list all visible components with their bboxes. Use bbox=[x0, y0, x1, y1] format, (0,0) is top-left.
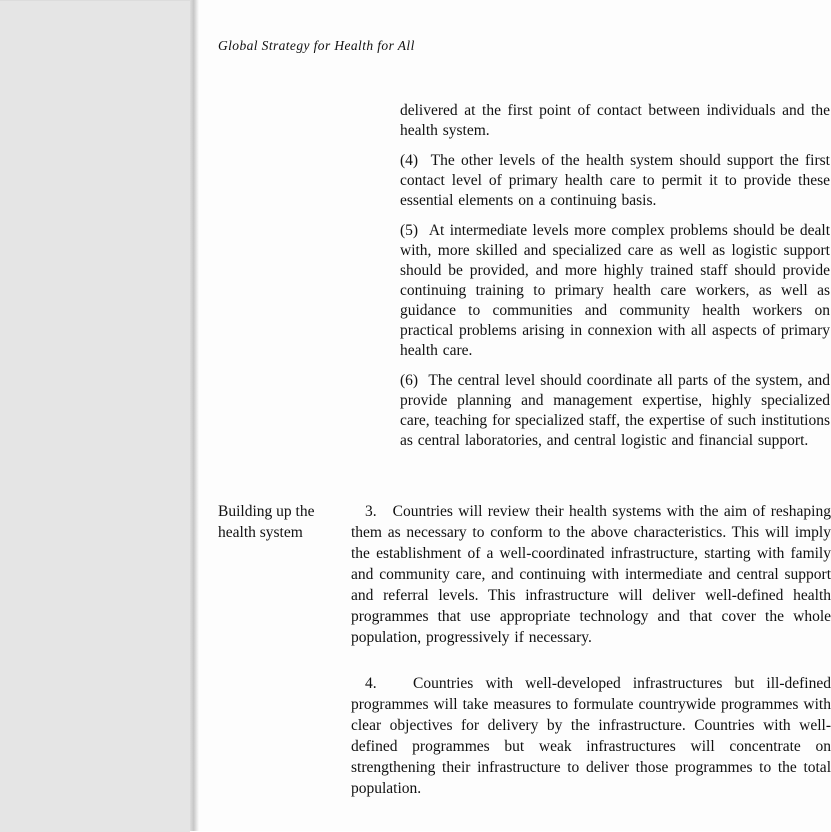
paragraph-item-6: (6) The central level should coordinate all parts of the system, and provide planning and management expertise, highly specialized care, teaching for specialized staff, the expertise of such institutions as central laboratories, and central logistic and financial support. bbox=[400, 372, 830, 449]
section-building-up-health-system bbox=[218, 501, 831, 648]
sidenote-empty bbox=[218, 673, 333, 799]
scan-left-margin bbox=[0, 0, 190, 832]
running-head: Global Strategy for Health for All bbox=[218, 38, 415, 53]
main-sections-block bbox=[218, 501, 831, 799]
page-body bbox=[199, 0, 831, 831]
page-gutter-shadow bbox=[190, 0, 199, 831]
paragraph-4: 4. Countries with well-developed infrastructures but ill-defined programmes will take measures to formulate countrywide programmes with clear objectives for delivery by the infrastructure. Countries with well-defined programmes but weak infrastructures will concentrate on strengthening their infrastructure to deliver those programmes to the total population. bbox=[351, 675, 831, 797]
paragraph-continuation: delivered at the first point of contact between individuals and the health system. bbox=[400, 102, 830, 139]
paragraph-3: 3. Countries will review their health systems with the aim of reshaping them as necessary to conform to the above characteristics. This will imply the establishment of a well-coordinated infrastructure, starting with family and community care, and continuing with intermediate and central support and referral levels. This infrastructure will deliver well-defined health programmes that use appropriate technology and that cover the whole population, progressively if necessary. bbox=[351, 503, 831, 646]
paragraph-item-4: (4) The other levels of the health system should support the first contact level of primary health care to permit it to provide these essential elements on a continuing basis. bbox=[400, 152, 830, 209]
section-paragraph-4 bbox=[218, 673, 831, 799]
numbered-subparagraphs-block bbox=[400, 101, 830, 461]
paragraph-item-5: (5) At intermediate levels more complex problems should be dealt with, more skilled and specialized care as well as logistic support should be provided, and more highly trained staff should provide continuing training to primary health care workers, as well as guidance to communities and community health workers on practical problems arising in connexion with all aspects of primary health care. bbox=[400, 222, 830, 359]
sidenote-building-up-health-system: Building up the health system bbox=[218, 503, 315, 541]
